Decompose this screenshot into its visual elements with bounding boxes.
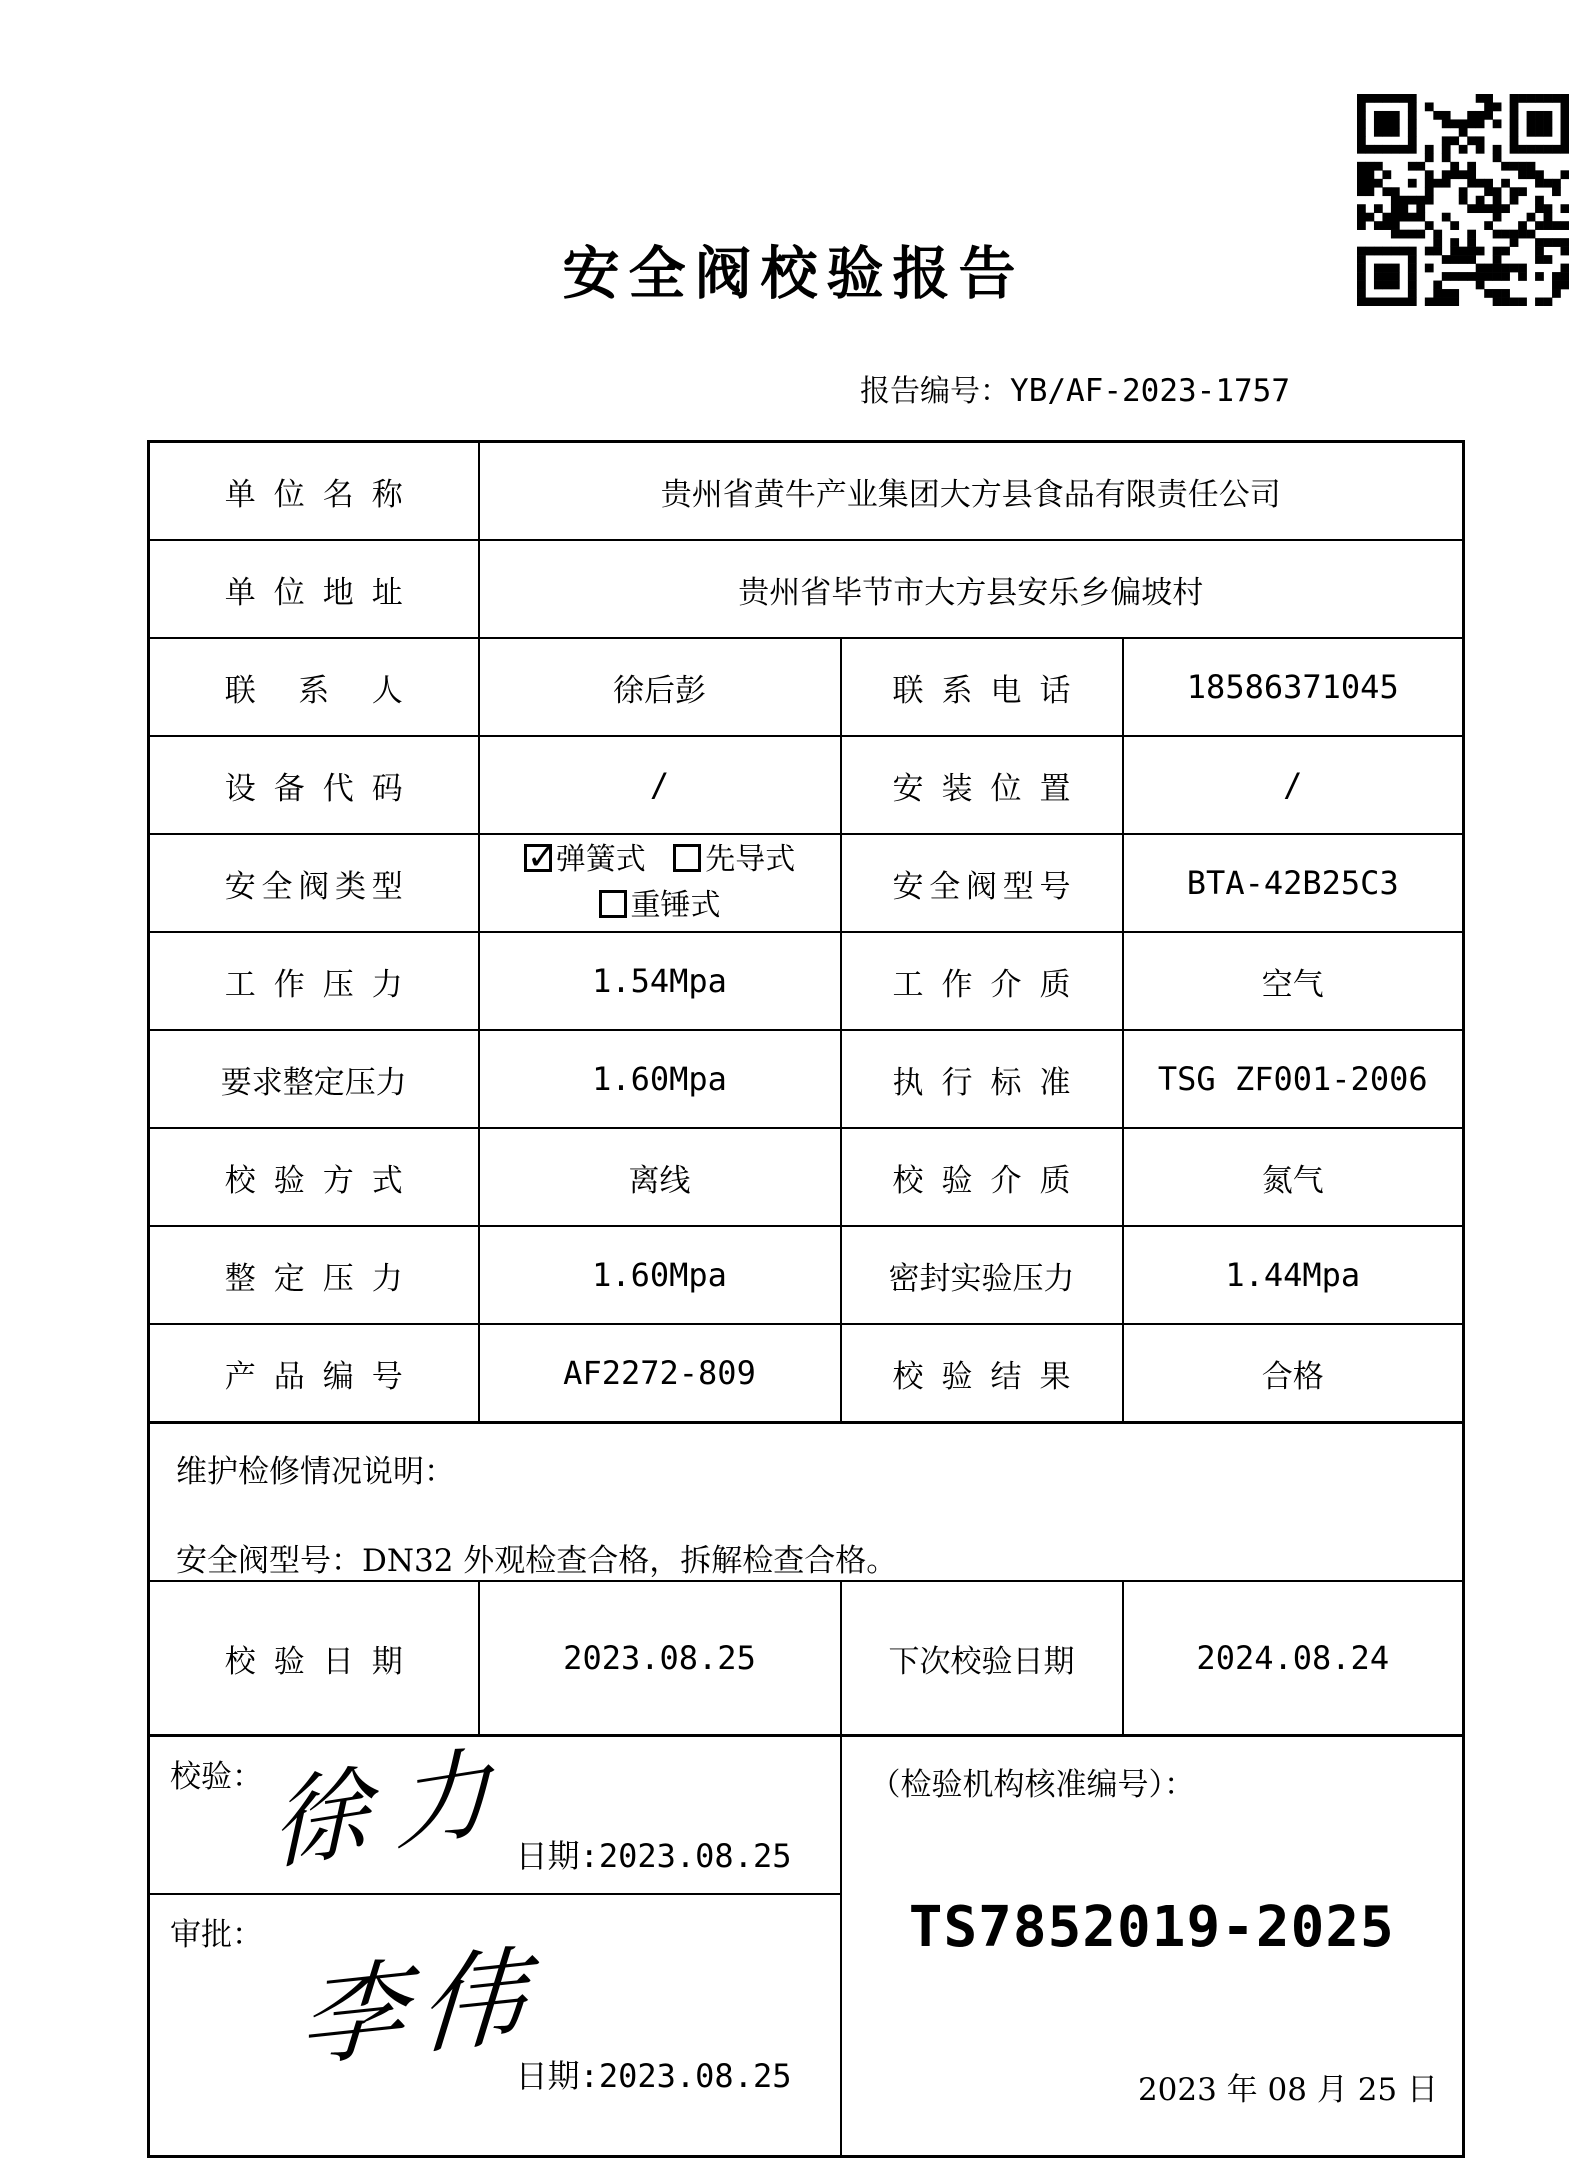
- valve-type-option-deadweight: 重锤式: [599, 888, 721, 923]
- approver-block: [150, 1895, 840, 2155]
- set-pressure-value: 1.60Mpa: [479, 1226, 841, 1324]
- device-code-value: /: [479, 736, 841, 834]
- valve-model-label: 安全阀型号: [841, 834, 1123, 932]
- install-location-value: /: [1123, 736, 1464, 834]
- calibration-medium-value: 氮气: [1123, 1128, 1464, 1226]
- approver-signature: 李伟: [295, 1932, 544, 2083]
- report-number-value: YB/AF-2023-1757: [1010, 373, 1290, 409]
- contact-value: 徐后彭: [479, 638, 841, 736]
- table-row: [149, 638, 1464, 736]
- unit-address-label: 单位地址: [149, 540, 479, 638]
- set-pressure-label: 整定压力: [149, 1226, 479, 1324]
- calibration-medium-label: 校验介质: [841, 1128, 1123, 1226]
- unit-name-value: 贵州省黄牛产业集团大方县食品有限责任公司: [479, 442, 1464, 541]
- working-medium-label: 工作介质: [841, 932, 1123, 1030]
- page-title: 安全阀校验报告: [562, 240, 1025, 307]
- working-medium-value: 空气: [1123, 932, 1464, 1030]
- valve-type-option-spring: ✓弹簧式: [524, 842, 646, 877]
- table-row: [149, 834, 1464, 932]
- calibration-date-label: 校验日期: [149, 1581, 479, 1736]
- report-number-label: 报告编号：: [860, 374, 1011, 409]
- calibrator-block: [150, 1731, 840, 1895]
- org-code-value: TS7852019-2025: [908, 1895, 1395, 1960]
- next-calibration-date-value: 2024.08.24: [1123, 1581, 1464, 1736]
- phone-label: 联系电话: [841, 638, 1123, 736]
- product-no-label: 产品编号: [149, 1324, 479, 1423]
- product-no-value: AF2272-809: [479, 1324, 841, 1423]
- calibrator-date: 日期:2023.08.25: [515, 1837, 792, 1875]
- maintenance-row: [149, 1423, 1464, 1582]
- calibrator-signature: 徐力: [270, 1731, 518, 1886]
- checkbox-checked-icon: [524, 844, 552, 872]
- report-number-line: [860, 366, 1290, 410]
- standard-value: TSG ZF001-2006: [1123, 1030, 1464, 1128]
- calibration-result-value: 合格: [1123, 1324, 1464, 1423]
- calibration-result-label: 校验结果: [841, 1324, 1123, 1423]
- valve-type-options: [479, 834, 841, 932]
- table-row: [149, 1128, 1464, 1226]
- valve-model-value: BTA-42B25C3: [1123, 834, 1464, 932]
- working-pressure-label: 工作压力: [149, 932, 479, 1030]
- calibrator-label: 校验：: [170, 1759, 263, 1795]
- table-row: [149, 540, 1464, 638]
- org-code-label: （检验机构核准编号）：: [869, 1767, 1195, 1803]
- unit-name-label: 单位名称: [149, 442, 479, 541]
- issue-date: 2023 年 08 月 25 日: [1137, 2072, 1438, 2108]
- install-location-label: 安装位置: [841, 736, 1123, 834]
- signoff-row: [149, 1736, 1464, 2157]
- table-row: [149, 1030, 1464, 1128]
- valve-type-label: 安全阀类型: [149, 834, 479, 932]
- seal-test-pressure-value: 1.44Mpa: [1123, 1226, 1464, 1324]
- checkbox-unchecked-icon: [599, 890, 627, 918]
- required-set-pressure-value: 1.60Mpa: [479, 1030, 841, 1128]
- phone-value: 18586371045: [1123, 638, 1464, 736]
- approval-cell: [841, 1736, 1464, 2157]
- device-code-label: 设备代码: [149, 736, 479, 834]
- table-row: [149, 932, 1464, 1030]
- table-row: [149, 442, 1464, 541]
- maintenance-note: 安全阀型号：DN32 外观检查合格，拆解检查合格。: [176, 1543, 898, 1579]
- seal-test-pressure-label: 密封实验压力: [841, 1226, 1123, 1324]
- contact-label: 联系人: [149, 638, 479, 736]
- table-row: [149, 1324, 1464, 1423]
- report-table: [147, 440, 1465, 2158]
- next-calibration-date-label: 下次校验日期: [841, 1581, 1123, 1736]
- checkbox-unchecked-icon: [673, 844, 701, 872]
- standard-label: 执行标准: [841, 1030, 1123, 1128]
- approver-label: 审批：: [170, 1917, 263, 1953]
- calibration-date-value: 2023.08.25: [479, 1581, 841, 1736]
- maintenance-cell: [149, 1423, 1464, 1582]
- approver-date: 日期:2023.08.25: [515, 2057, 792, 2095]
- signatures-cell: [149, 1731, 841, 2157]
- table-row: [149, 736, 1464, 834]
- working-pressure-value: 1.54Mpa: [479, 932, 841, 1030]
- unit-address-value: 贵州省毕节市大方县安乐乡偏坡村: [479, 540, 1464, 638]
- table-row: [149, 1581, 1464, 1736]
- calibration-method-value: 离线: [479, 1128, 841, 1226]
- required-set-pressure-label: 要求整定压力: [149, 1030, 479, 1128]
- maintenance-title: 维护检修情况说明：: [176, 1454, 455, 1490]
- valve-type-option-pilot: 先导式: [673, 842, 795, 877]
- calibration-method-label: 校验方式: [149, 1128, 479, 1226]
- table-row: [149, 1226, 1464, 1324]
